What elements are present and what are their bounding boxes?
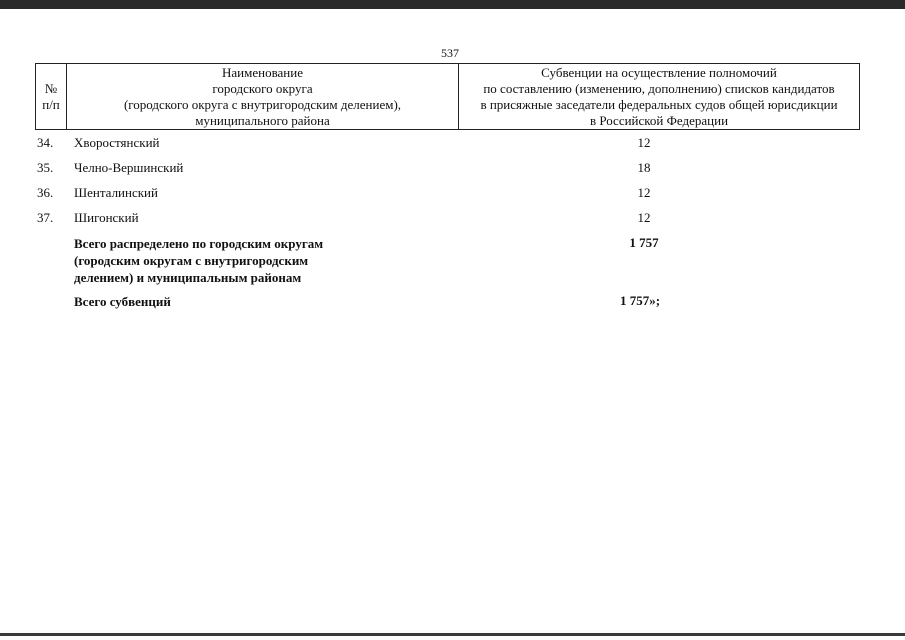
header-number-line: п/п <box>42 96 60 112</box>
row-number: 37. <box>37 210 54 225</box>
top-scan-border <box>0 0 905 9</box>
header-value-line: Субвенции на осуществление полномочий <box>541 64 777 80</box>
header-number-line: № <box>44 80 58 96</box>
row-value: 18 <box>637 160 651 175</box>
total-distributed-line: делением) и муниципальным районам <box>74 270 302 285</box>
row-value: 12 <box>637 210 651 225</box>
header-name-line: муниципального района <box>195 112 330 128</box>
row-name: Хворостянский <box>74 135 160 150</box>
page-number: 537 <box>441 46 459 60</box>
total-distributed-line: Всего распределено по городским округам <box>74 236 324 251</box>
header-name-line: (городского округа с внутригородским делением), <box>123 96 402 112</box>
header-name-column <box>67 64 459 129</box>
total-all-value: 1 757»; <box>620 293 661 308</box>
row-number: 34. <box>37 135 54 150</box>
row-number: 36. <box>37 185 54 200</box>
header-number-column <box>36 64 67 129</box>
row-value: 12 <box>637 135 651 150</box>
bottom-scan-border <box>0 633 905 636</box>
total-all-label: Всего субвенций <box>74 294 171 309</box>
header-value-line: в Российской Федерации <box>589 112 729 128</box>
row-name: Шенталинский <box>74 185 158 200</box>
row-number: 35. <box>37 160 54 175</box>
header-value-column <box>459 64 859 129</box>
total-distributed-line: (городским округам с внутригородским <box>74 253 309 268</box>
header-name-line: городского округа <box>212 80 313 96</box>
header-value-line: по составлению (изменению, дополнению) списков кандидатов <box>483 80 835 96</box>
row-name: Шигонский <box>74 210 139 225</box>
total-distributed-value: 1 757 <box>629 235 659 250</box>
header-name-line: Наименование <box>222 64 303 80</box>
header-value-line: в присяжные заседатели федеральных судов общей юрисдикции <box>480 96 838 112</box>
row-name: Челно-Вершинский <box>74 160 184 175</box>
table-header <box>35 63 860 130</box>
row-value: 12 <box>637 185 651 200</box>
total-distributed-label <box>74 235 323 286</box>
